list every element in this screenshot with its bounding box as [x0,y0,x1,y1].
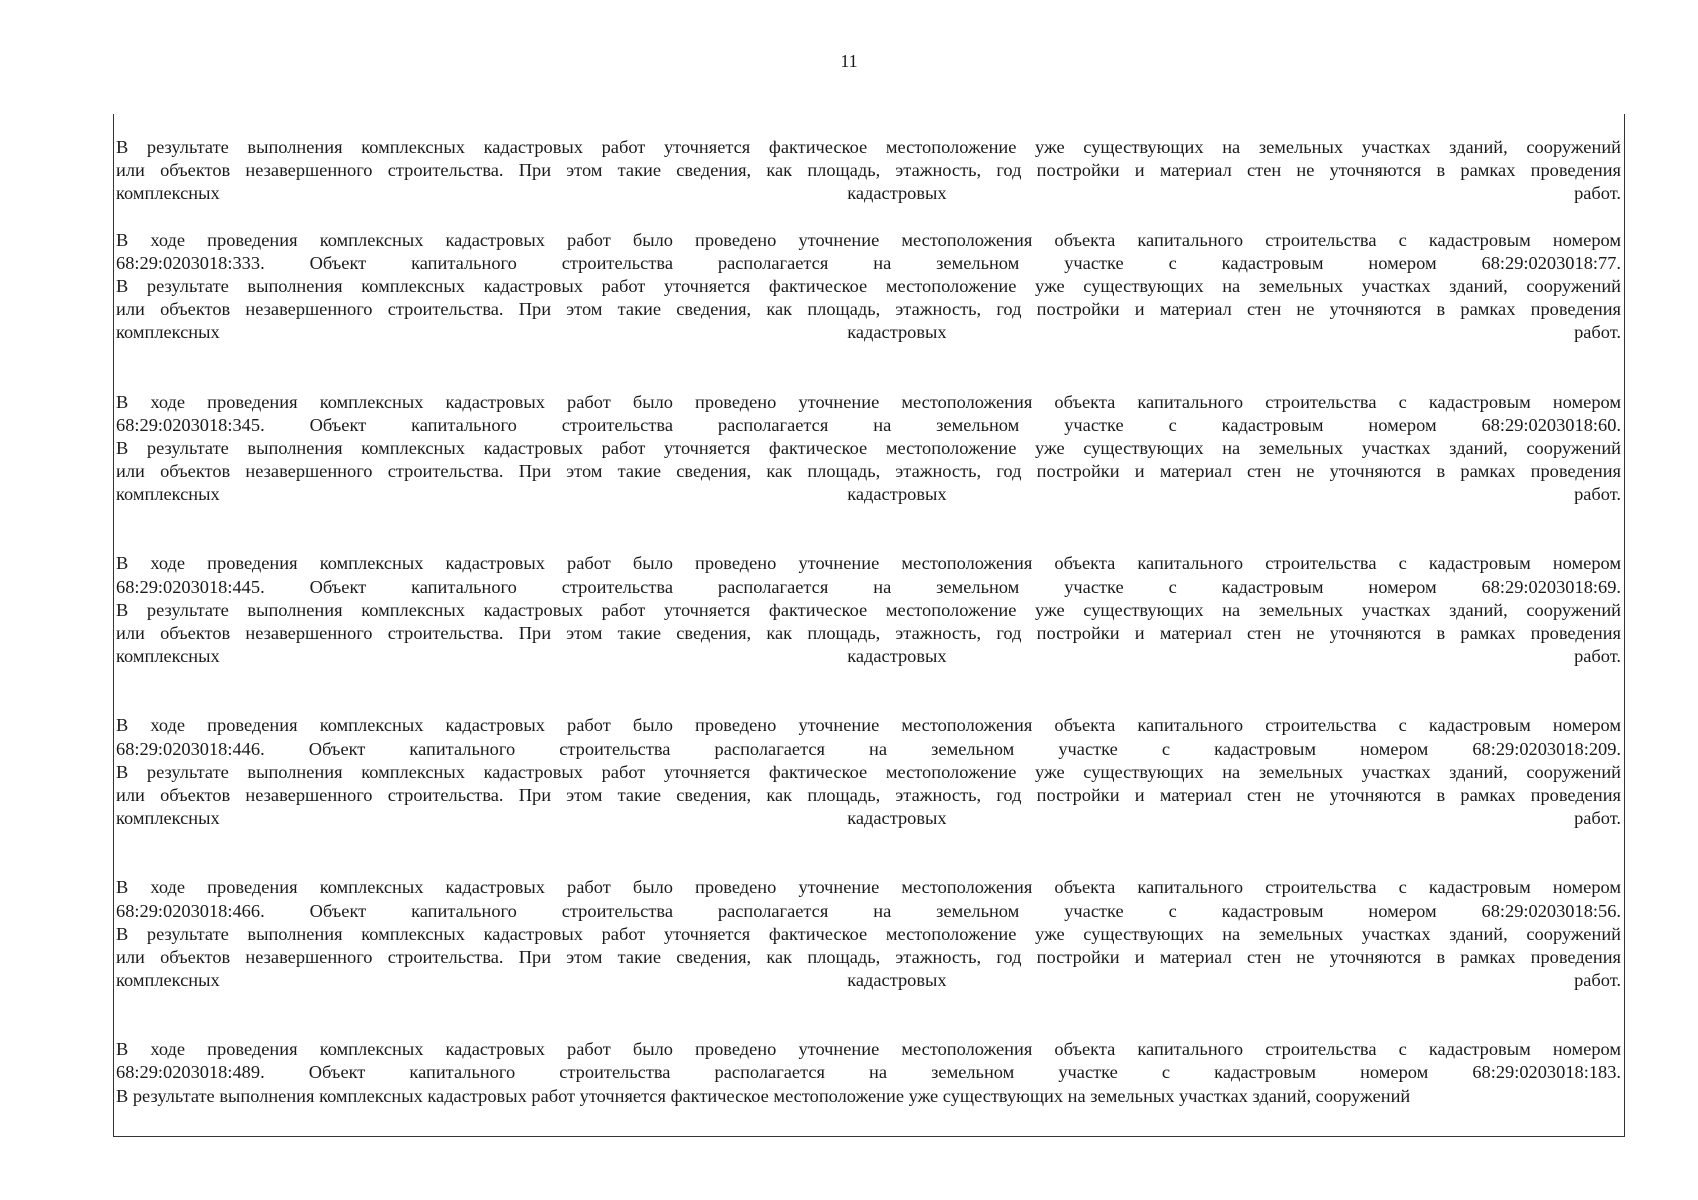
text-line: В результате выполнения комплексных кадастровых работ уточняется фактическое местоположение уже существующих на земельных участках зданий, сооружений [116,437,1621,458]
page-number: 11 [840,51,858,71]
paragraph [116,876,1621,992]
text-line: 68:29:0203018:333. Объект капитального строительства располагается на земельном участке с кадастровым номером 68:29:0203018:77. [116,252,1621,273]
text-line: 68:29:0203018:446. Объект капитального строительства располагается на земельном участке с кадастровым номером 68:29:0203018:209. [116,738,1621,759]
text-line: В результате выполнения комплексных кадастровых работ уточняется фактическое местоположение уже существующих на земельных участках зданий, сооружений [116,599,1621,620]
paragraph [116,714,1621,830]
text-line: комплексных кадастровых работ. [116,970,1621,991]
text-line: В ходе проведения комплексных кадастровых работ было проведено уточнение местоположения объекта капитального строительства с кадастровым номером [116,391,1621,412]
text-line: 68:29:0203018:445. Объект капитального строительства располагается на земельном участке с кадастровым номером 68:29:0203018:69. [116,576,1621,597]
text-line: В результате выполнения комплексных кадастровых работ уточняется фактическое местоположение уже существующих на земельных участках зданий, сооружений [116,923,1621,944]
text-line: или объектов незавершенного строительства. При этом такие сведения, как площадь, этажность, год постройки и материал стен не уточняются в рамках проведения [116,784,1621,805]
text-line: комплексных кадастровых работ. [116,322,1621,343]
text-line: комплексных кадастровых работ. [116,484,1621,505]
text-line: В ходе проведения комплексных кадастровых работ было проведено уточнение местоположения объекта капитального строительства с кадастровым номером [116,553,1621,574]
text-line: 68:29:0203018:489. Объект капитального строительства располагается на земельном участке с кадастровым номером 68:29:0203018:183. [116,1062,1621,1083]
text-line: В ходе проведения комплексных кадастровых работ было проведено уточнение местоположения объекта капитального строительства с кадастровым номером [116,229,1621,250]
text-line: В результате выполнения комплексных кадастровых работ уточняется фактическое местоположение уже существующих на земельных участках зданий, сооружений [116,761,1621,782]
text-line: или объектов незавершенного строительства. При этом такие сведения, как площадь, этажность, год постройки и материал стен не уточняются в рамках проведения [116,946,1621,967]
text-line: или объектов незавершенного строительства. При этом такие сведения, как площадь, этажность, год постройки и материал стен не уточняются в рамках проведения [116,160,1621,181]
text-line: или объектов незавершенного строительства. При этом такие сведения, как площадь, этажность, год постройки и материал стен не уточняются в рамках проведения [116,299,1621,320]
text-line: комплексных кадастровых работ. [116,646,1621,667]
paragraph [116,552,1621,668]
text-line: В результате выполнения комплексных кадастровых работ уточняется фактическое местоположение уже существующих на земельных участках зданий, сооружений [116,137,1621,157]
paragraph [116,136,1621,206]
text-line: В ходе проведения комплексных кадастровых работ было проведено уточнение местоположения объекта капитального строительства с кадастровым номером [116,715,1621,736]
text-line: комплексных кадастровых работ. [116,183,1621,204]
paragraph [116,229,1621,345]
text-line: В ходе проведения комплексных кадастровых работ было проведено уточнение местоположения объекта капитального строительства с кадастровым номером [116,877,1621,898]
text-line: В результате выполнения комплексных кадастровых работ уточняется фактическое местоположение уже существующих на земельных участках зданий, сооружений [116,1085,1411,1106]
paragraph [116,391,1621,507]
text-line: В результате выполнения комплексных кадастровых работ уточняется фактическое местоположение уже существующих на земельных участках зданий, сооружений [116,275,1621,296]
text-line: В ходе проведения комплексных кадастровых работ было проведено уточнение местоположения объекта капитального строительства с кадастровым номером [116,1039,1621,1060]
text-line: 68:29:0203018:345. Объект капитального строительства располагается на земельном участке с кадастровым номером 68:29:0203018:60. [116,414,1621,435]
text-line: или объектов незавершенного строительства. При этом такие сведения, как площадь, этажность, год постройки и материал стен не уточняются в рамках проведения [116,461,1621,482]
text-line: или объектов незавершенного строительства. При этом такие сведения, как площадь, этажность, год постройки и материал стен не уточняются в рамках проведения [116,623,1621,643]
paragraph [116,1038,1621,1108]
document-text [116,136,1621,1108]
text-line: 68:29:0203018:466. Объект капитального строительства располагается на земельном участке с кадастровым номером 68:29:0203018:56. [116,900,1621,921]
text-line: комплексных кадастровых работ. [116,808,1621,829]
